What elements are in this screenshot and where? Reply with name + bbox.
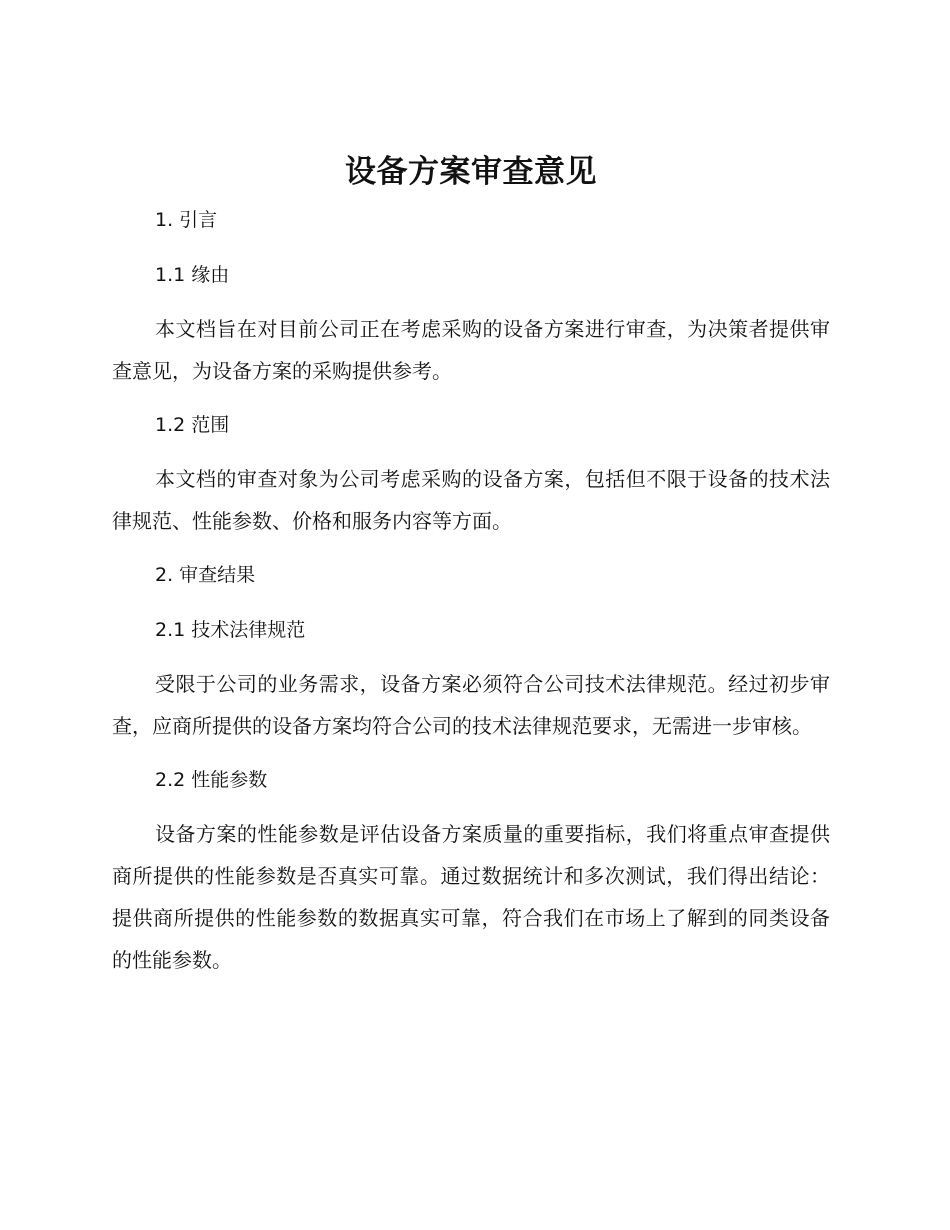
document-page xyxy=(112,150,830,981)
paragraph-performance: 设备方案的性能参数是评估设备方案质量的重要指标，我们将重点审查提供商所提供的性能参数是否真实可靠。通过数据统计和多次测试，我们得出结论：提供商所提供的性能参数的数据真实可靠，符合我们在市场上了解到的同类设备的性能参数。 xyxy=(112,822,830,972)
subsection-heading-scope: 1.2 范围 xyxy=(155,414,230,436)
paragraph-tech-legal: 受限于公司的业务需求，设备方案必须符合公司技术法律规范。经过初步审查，应商所提供的设备方案均符合公司的技术法律规范要求，无需进一步审核。 xyxy=(112,672,830,738)
section-heading-results: 2. 审查结果 xyxy=(155,564,256,586)
paragraph-scope: 本文档的审查对象为公司考虑采购的设备方案，包括但不限于设备的技术法律规范、性能参数、价格和服务内容等方面。 xyxy=(112,467,830,533)
document-title: 设备方案审查意见 xyxy=(345,154,597,190)
subsection-heading-reason: 1.1 缘由 xyxy=(155,264,230,286)
section-heading-intro: 1. 引言 xyxy=(155,209,218,231)
paragraph-reason: 本文档旨在对目前公司正在考虑采购的设备方案进行审查，为决策者提供审查意见，为设备方案的采购提供参考。 xyxy=(112,317,830,383)
subsection-heading-performance: 2.2 性能参数 xyxy=(155,769,268,791)
subsection-heading-tech-legal: 2.1 技术法律规范 xyxy=(155,619,306,641)
